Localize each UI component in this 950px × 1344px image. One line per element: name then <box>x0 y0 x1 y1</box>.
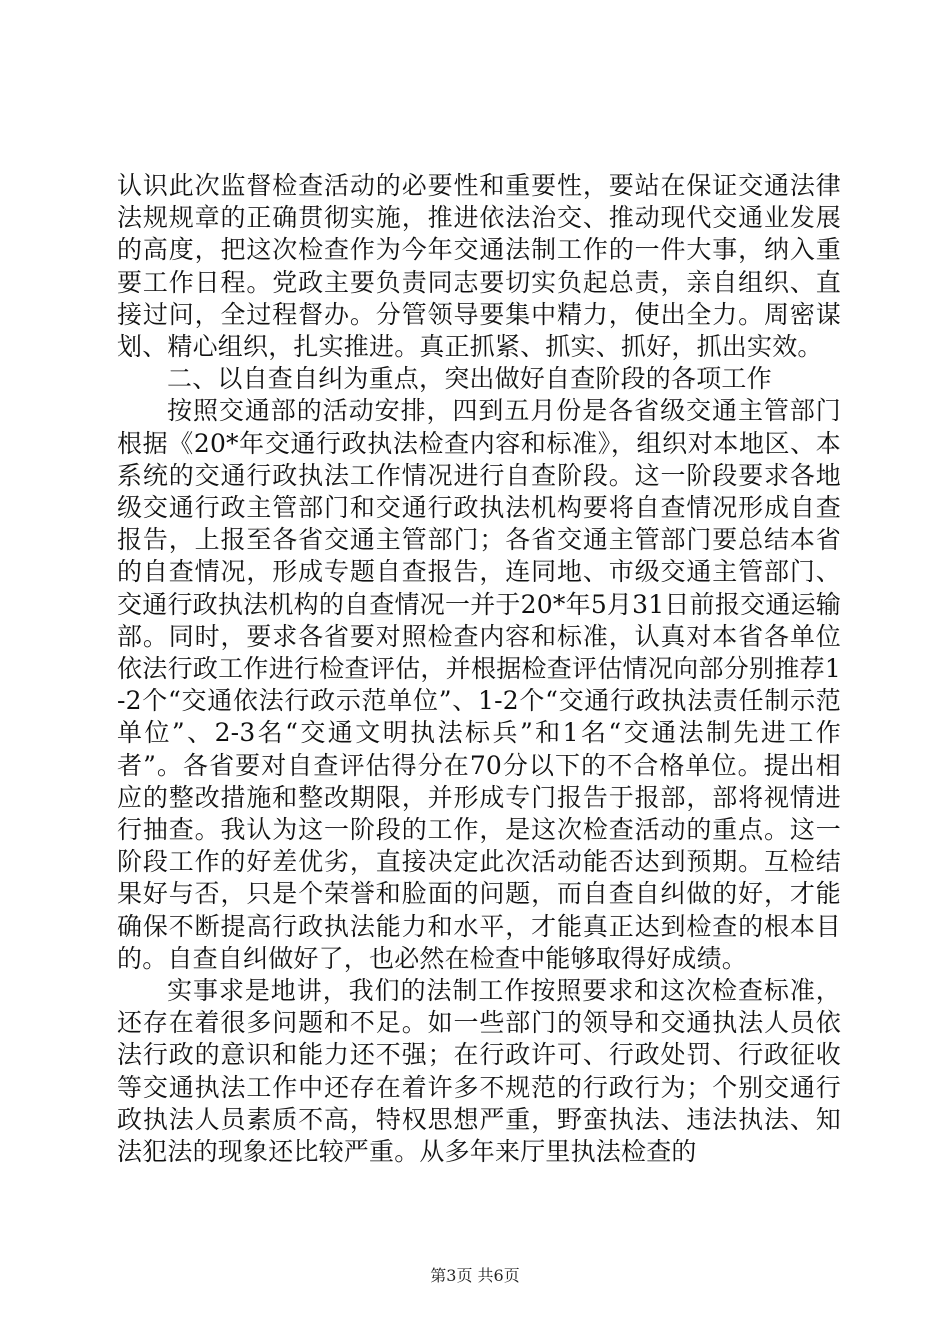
paragraph-self-inspection: 按照交通部的活动安排，四到五月份是各省级交通主管部门根据《20*年交通行政执法检查内容和标准》，组织对本地区、本系统的交通行政执法工作情况进行自查阶段。这一阶段要求各地级交通行政主管部门和交通行政执法机构要将自查情况形成自查报告，上报至各省交通主管部门；各省交通主管部门要总结本省的自查情况，形成专题自查报告，连同地、市级交通主管部门、交通行政执法机构的自查情况一并于20*年5月31日前报交通运输部。同时，要求各省要对照检查内容和标准，认真对本省各单位依法行政工作进行检查评估，并根据检查评估情况向部分别推荐1-2个“交通依法行政示范单位”、1-2个“交通行政执法责任制示范单位”、2-3名“交通文明执法标兵”和1名“交通法制先进工作者”。各省要对自查评估得分在70分以下的不合格单位。提出相应的整改措施和整改期限，并形成专门报告于报部，部将视情进行抽查。我认为这一阶段的工作，是这次检查活动的重点。这一阶段工作的好差优劣，直接决定此次活动能否达到预期。互检结果好与否，只是个荣誉和脸面的问题，而自查自纠做的好，才能确保不断提高行政执法能力和水平，才能真正达到检查的根本目的。自查自纠做好了，也必然在检查中能够取得好成绩。 <box>117 396 841 973</box>
document-body <box>117 170 841 1168</box>
paragraph-problems: 实事求是地讲，我们的法制工作按照要求和这次检查标准，还存在着很多问题和不足。如一些部门的领导和交通执法人员依法行政的意识和能力还不强；在行政许可、行政处罚、行政征收等交通执法工作中还存在着许多不规范的行政行为；个别交通行政执法人员素质不高，特权思想严重，野蛮执法、违法执法、知法犯法的现象还比较严重。从多年来厅里执法检查的 <box>117 976 841 1167</box>
section-heading: 二、以自查自纠为重点，突出做好自查阶段的各项工作 <box>167 364 772 394</box>
paragraph-continuation: 认识此次监督检查活动的必要性和重要性，要站在保证交通法律法规规章的正确贯彻实施，推进依法治交、推动现代交通业发展的高度，把这次检查作为今年交通法制工作的一件大事，纳入重要工作日程。党政主要负责同志要切实负起总责，亲自组织、直接过问，全过程督办。分管领导要集中精力，使出全力。周密谋划、精心组织，扎实推进。真正抓紧、抓实、抓好，抓出实效。 <box>117 171 841 362</box>
page-footer: 第3页 共6页 <box>430 1266 520 1285</box>
